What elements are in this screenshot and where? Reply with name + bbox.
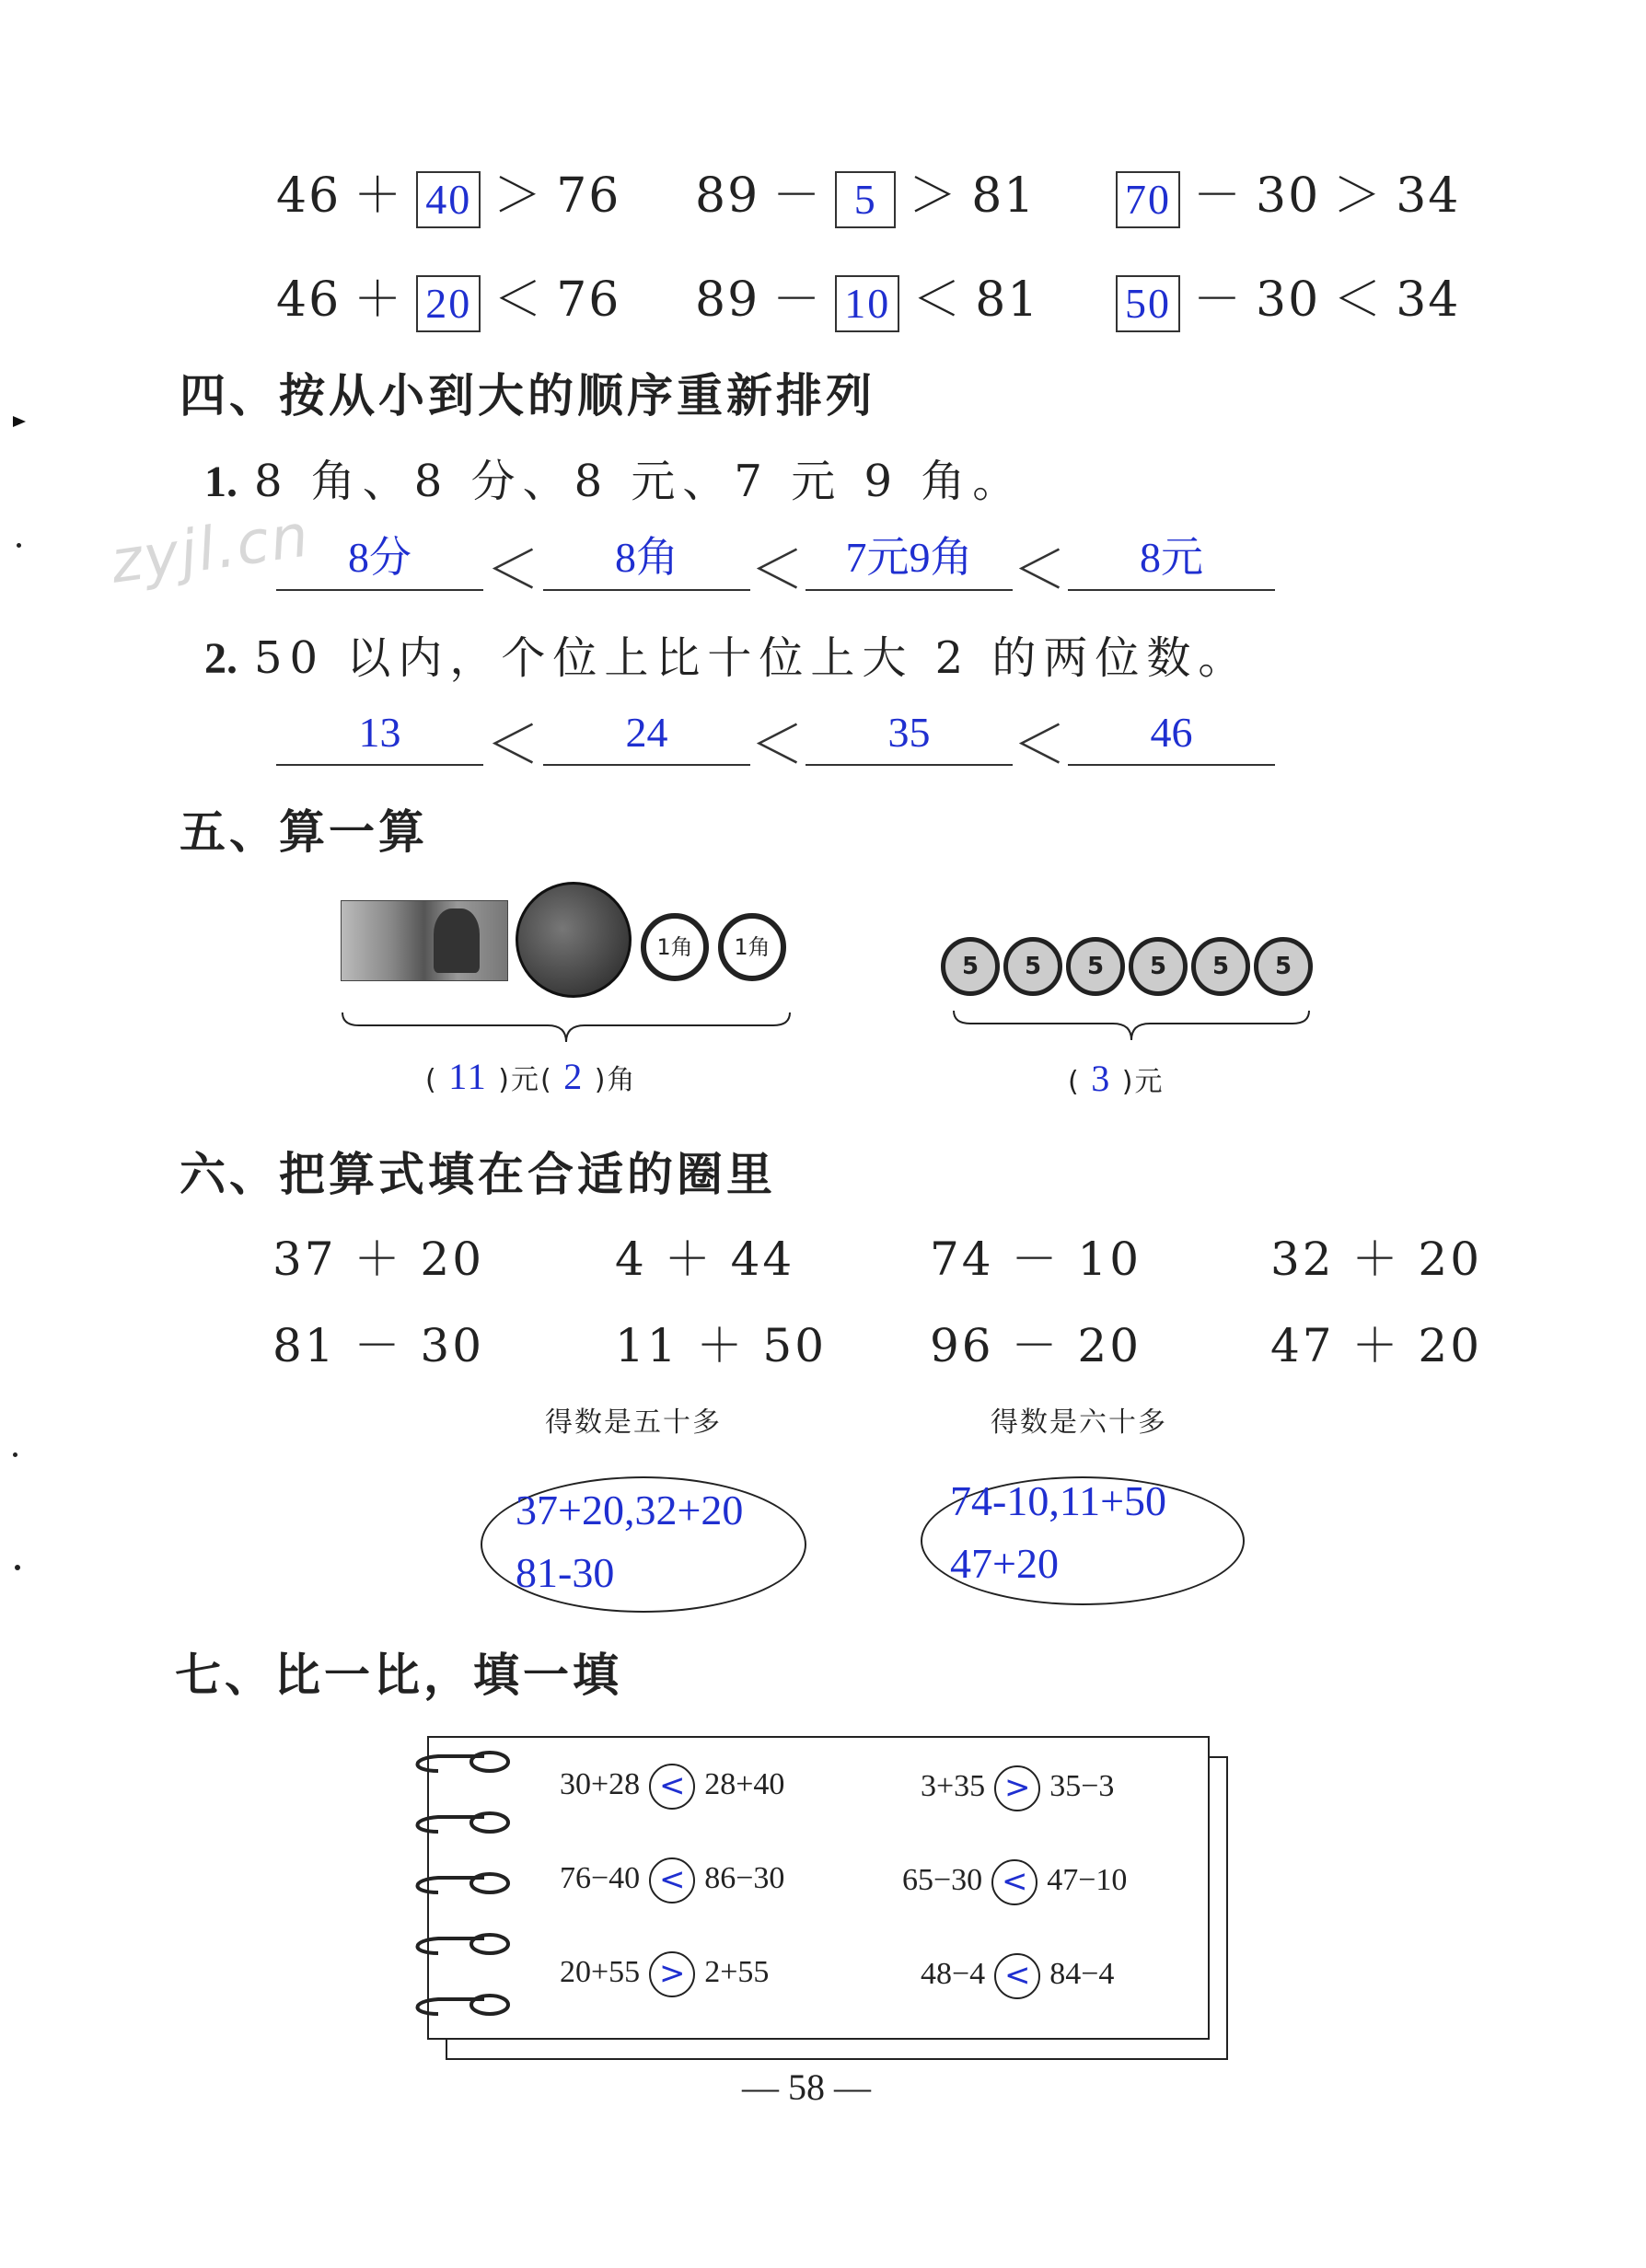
answer-box: 10 — [835, 275, 899, 332]
five-jiao-coin-image: 5 — [1003, 937, 1062, 996]
less-than-sign: ＜ — [486, 538, 540, 601]
five-jiao-coin-image: 5 — [1254, 937, 1313, 996]
watermark: zyjl.cn — [106, 502, 315, 597]
compare-circle: < — [994, 1953, 1040, 1999]
answer-blank: 8分 — [276, 532, 483, 591]
inequality: 89 － 5 ＞ 81 — [695, 156, 1036, 228]
margin-dot — [15, 1565, 20, 1570]
answer-box: 70 — [1116, 171, 1180, 228]
compare-row: 20+55 > 2+55 — [560, 1951, 769, 1997]
five-jiao-coin-image: 5 — [1066, 937, 1125, 996]
brace-right — [952, 1009, 1311, 1046]
compare-circle: > — [994, 1765, 1040, 1811]
compare-row: 65−30 < 47−10 — [902, 1859, 1127, 1905]
inequality: 50 － 30 ＜ 34 — [1116, 260, 1460, 332]
answer-left: ( 11 )元( 2 )角 — [425, 1056, 637, 1097]
less-than-sign: ＜ — [486, 713, 540, 776]
five-jiao-coin-image: 5 — [1129, 937, 1188, 996]
inequality: 70 － 30 ＞ 34 — [1116, 156, 1460, 228]
compare-row: 76−40 < 86−30 — [560, 1857, 784, 1904]
circle-answer-text: 81-30 — [516, 1549, 615, 1596]
question-1: 1. 8 角、8 分、8 元、7 元 9 角。 — [204, 456, 1025, 507]
answer-blank: 8元 — [1068, 532, 1275, 591]
compare-row: 30+28 < 28+40 — [560, 1764, 784, 1810]
money-illustration-right — [941, 937, 1309, 1011]
portrait-image — [434, 908, 480, 973]
expression: 47 ＋ 20 — [1270, 1319, 1483, 1372]
circle-label-left: 得数是五十多 — [545, 1406, 722, 1439]
less-than-sign: ＜ — [750, 713, 805, 776]
answer-box: 50 — [1116, 275, 1180, 332]
compare-circle: < — [991, 1859, 1037, 1905]
margin-dot — [17, 543, 21, 548]
compare-circle: < — [649, 1764, 695, 1810]
expression: 37 ＋ 20 — [272, 1232, 485, 1286]
less-than-sign: ＜ — [1013, 713, 1067, 776]
answer-blank: 35 — [806, 707, 1013, 766]
answer-blank: 46 — [1068, 707, 1275, 766]
less-than-sign: ＜ — [1013, 538, 1067, 601]
notebook-spiral — [401, 1749, 521, 2034]
page-number: — 58 — — [742, 2066, 871, 2108]
answer-blank: 7元9角 — [806, 532, 1013, 591]
circle-answer-text: 74-10,11+50 — [950, 1477, 1167, 1524]
margin-mark — [13, 416, 26, 427]
expression: 11 ＋ 50 — [615, 1319, 828, 1372]
circle-label-right: 得数是六十多 — [991, 1406, 1167, 1439]
compare-circle: < — [649, 1857, 695, 1904]
section-heading: 四、按从小到大的顺序重新排列 — [180, 369, 875, 422]
answer-box: 5 — [835, 171, 896, 228]
yuan-coin-image — [516, 882, 632, 998]
jiao-coin-image: 1角 — [718, 913, 786, 981]
compare-row: 3+35 > 35−3 — [921, 1765, 1114, 1811]
expression: 81 － 30 — [272, 1319, 485, 1372]
money-illustration-left — [331, 882, 801, 1011]
expression: 4 ＋ 44 — [615, 1232, 795, 1286]
jiao-coin-image: 1角 — [641, 913, 709, 981]
inequality: 46 ＋ 40 ＞ 76 — [276, 156, 620, 228]
five-jiao-coin-image: 5 — [1191, 937, 1250, 996]
expression: 32 ＋ 20 — [1270, 1232, 1483, 1286]
less-than-sign: ＜ — [750, 538, 805, 601]
expression: 96 － 20 — [930, 1319, 1142, 1372]
margin-dot — [13, 1452, 17, 1457]
compare-circle: > — [649, 1951, 695, 1997]
answer-box: 20 — [416, 275, 481, 332]
banknote-image — [341, 900, 508, 981]
answer-box: 40 — [416, 171, 481, 228]
brace-left — [341, 1011, 792, 1047]
expression: 74 － 10 — [930, 1232, 1142, 1286]
inequality: 46 ＋ 20 ＜ 76 — [276, 260, 620, 332]
answer-blank: 24 — [543, 707, 750, 766]
answer-right: ( 3 )元 — [1068, 1058, 1165, 1099]
circle-answer-text: 37+20,32+20 — [516, 1487, 744, 1533]
circle-answer-text: 47+20 — [950, 1540, 1059, 1587]
section-heading: 六、把算式填在合适的圈里 — [180, 1148, 776, 1201]
section-heading: 七、比一比，填一填 — [175, 1649, 622, 1702]
inequality: 89 － 10 ＜ 81 — [695, 260, 1039, 332]
compare-row: 48−4 < 84−4 — [921, 1953, 1114, 1999]
five-jiao-coin-image: 5 — [941, 937, 1000, 996]
section-heading: 五、算一算 — [180, 805, 428, 859]
answer-blank: 13 — [276, 707, 483, 766]
answer-blank: 8角 — [543, 532, 750, 591]
question-2: 2. 50 以内，个位上比十位上大 2 的两位数。 — [204, 632, 1250, 684]
